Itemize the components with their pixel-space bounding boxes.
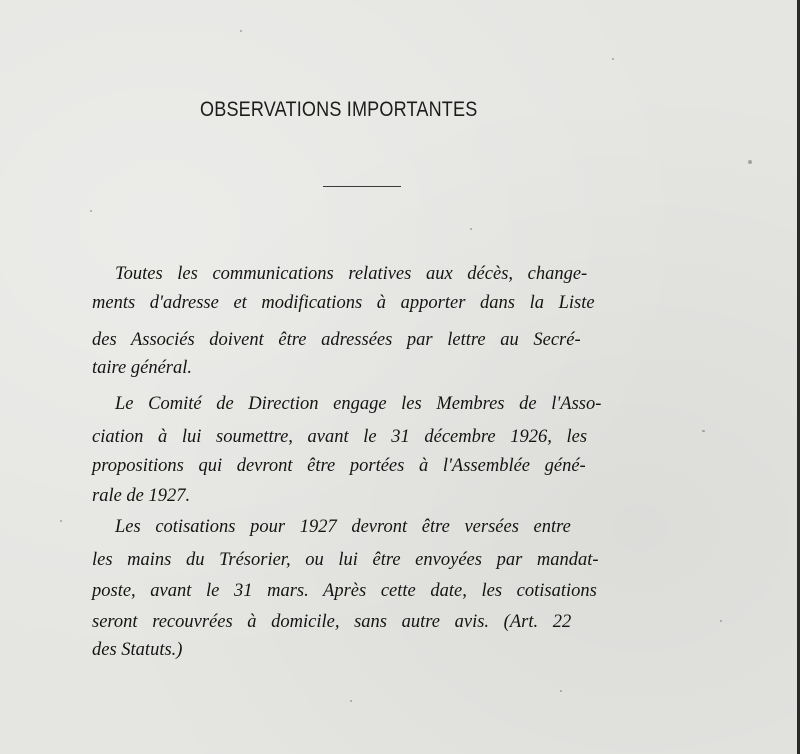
text-line [115, 392, 601, 416]
text-line [92, 291, 595, 315]
line-text: Les cotisations pour 1927 devront être versées entre [115, 517, 571, 537]
line-text: rale de 1927. [92, 486, 191, 506]
text-line [92, 548, 599, 572]
text-line [92, 579, 597, 603]
line-text: les mains du Trésorier, ou lui être envoyées par mandat- [92, 550, 599, 570]
page-title: OBSERVATIONS IMPORTANTES [200, 98, 478, 121]
text-line [92, 454, 586, 478]
paper-speck [350, 700, 352, 702]
paper-speck [612, 58, 614, 60]
paper-speck [470, 228, 472, 230]
text-line [92, 484, 190, 508]
paper-speck [702, 430, 705, 432]
paper-speck [90, 210, 92, 212]
paper-speck [60, 520, 62, 522]
paper-speck [240, 30, 242, 32]
text-line [92, 356, 192, 380]
text-line [92, 610, 571, 634]
line-text: ments d'adresse et modifications à apporter dans la Liste [92, 293, 595, 313]
text-line [92, 328, 581, 352]
paper-speck [748, 160, 752, 164]
paper-speck [560, 690, 562, 692]
line-text: seront recouvrées à domicile, sans autre avis. (Art. 22 [92, 612, 572, 632]
line-text: ciation à lui soumettre, avant le 31 décembre 1926, les [92, 427, 588, 447]
text-line [92, 425, 587, 449]
line-text: propositions qui devront être portées à l'Assemblée géné- [92, 456, 586, 476]
line-text: poste, avant le 31 mars. Après cette date, les cotisations [92, 581, 597, 601]
title-divider [323, 186, 401, 187]
line-text: Le Comité de Direction engage les Membres de l'Asso- [115, 394, 602, 414]
text-line [92, 638, 182, 662]
line-text: des Associés doivent être adressées par lettre au Secré- [92, 330, 581, 350]
paper-speck [720, 620, 722, 622]
line-text: Toutes les communications relatives aux décès, change- [115, 264, 588, 284]
text-line [115, 515, 571, 539]
text-line [115, 262, 635, 286]
line-text: taire général. [92, 358, 193, 378]
line-text: des Statuts.) [92, 640, 183, 660]
